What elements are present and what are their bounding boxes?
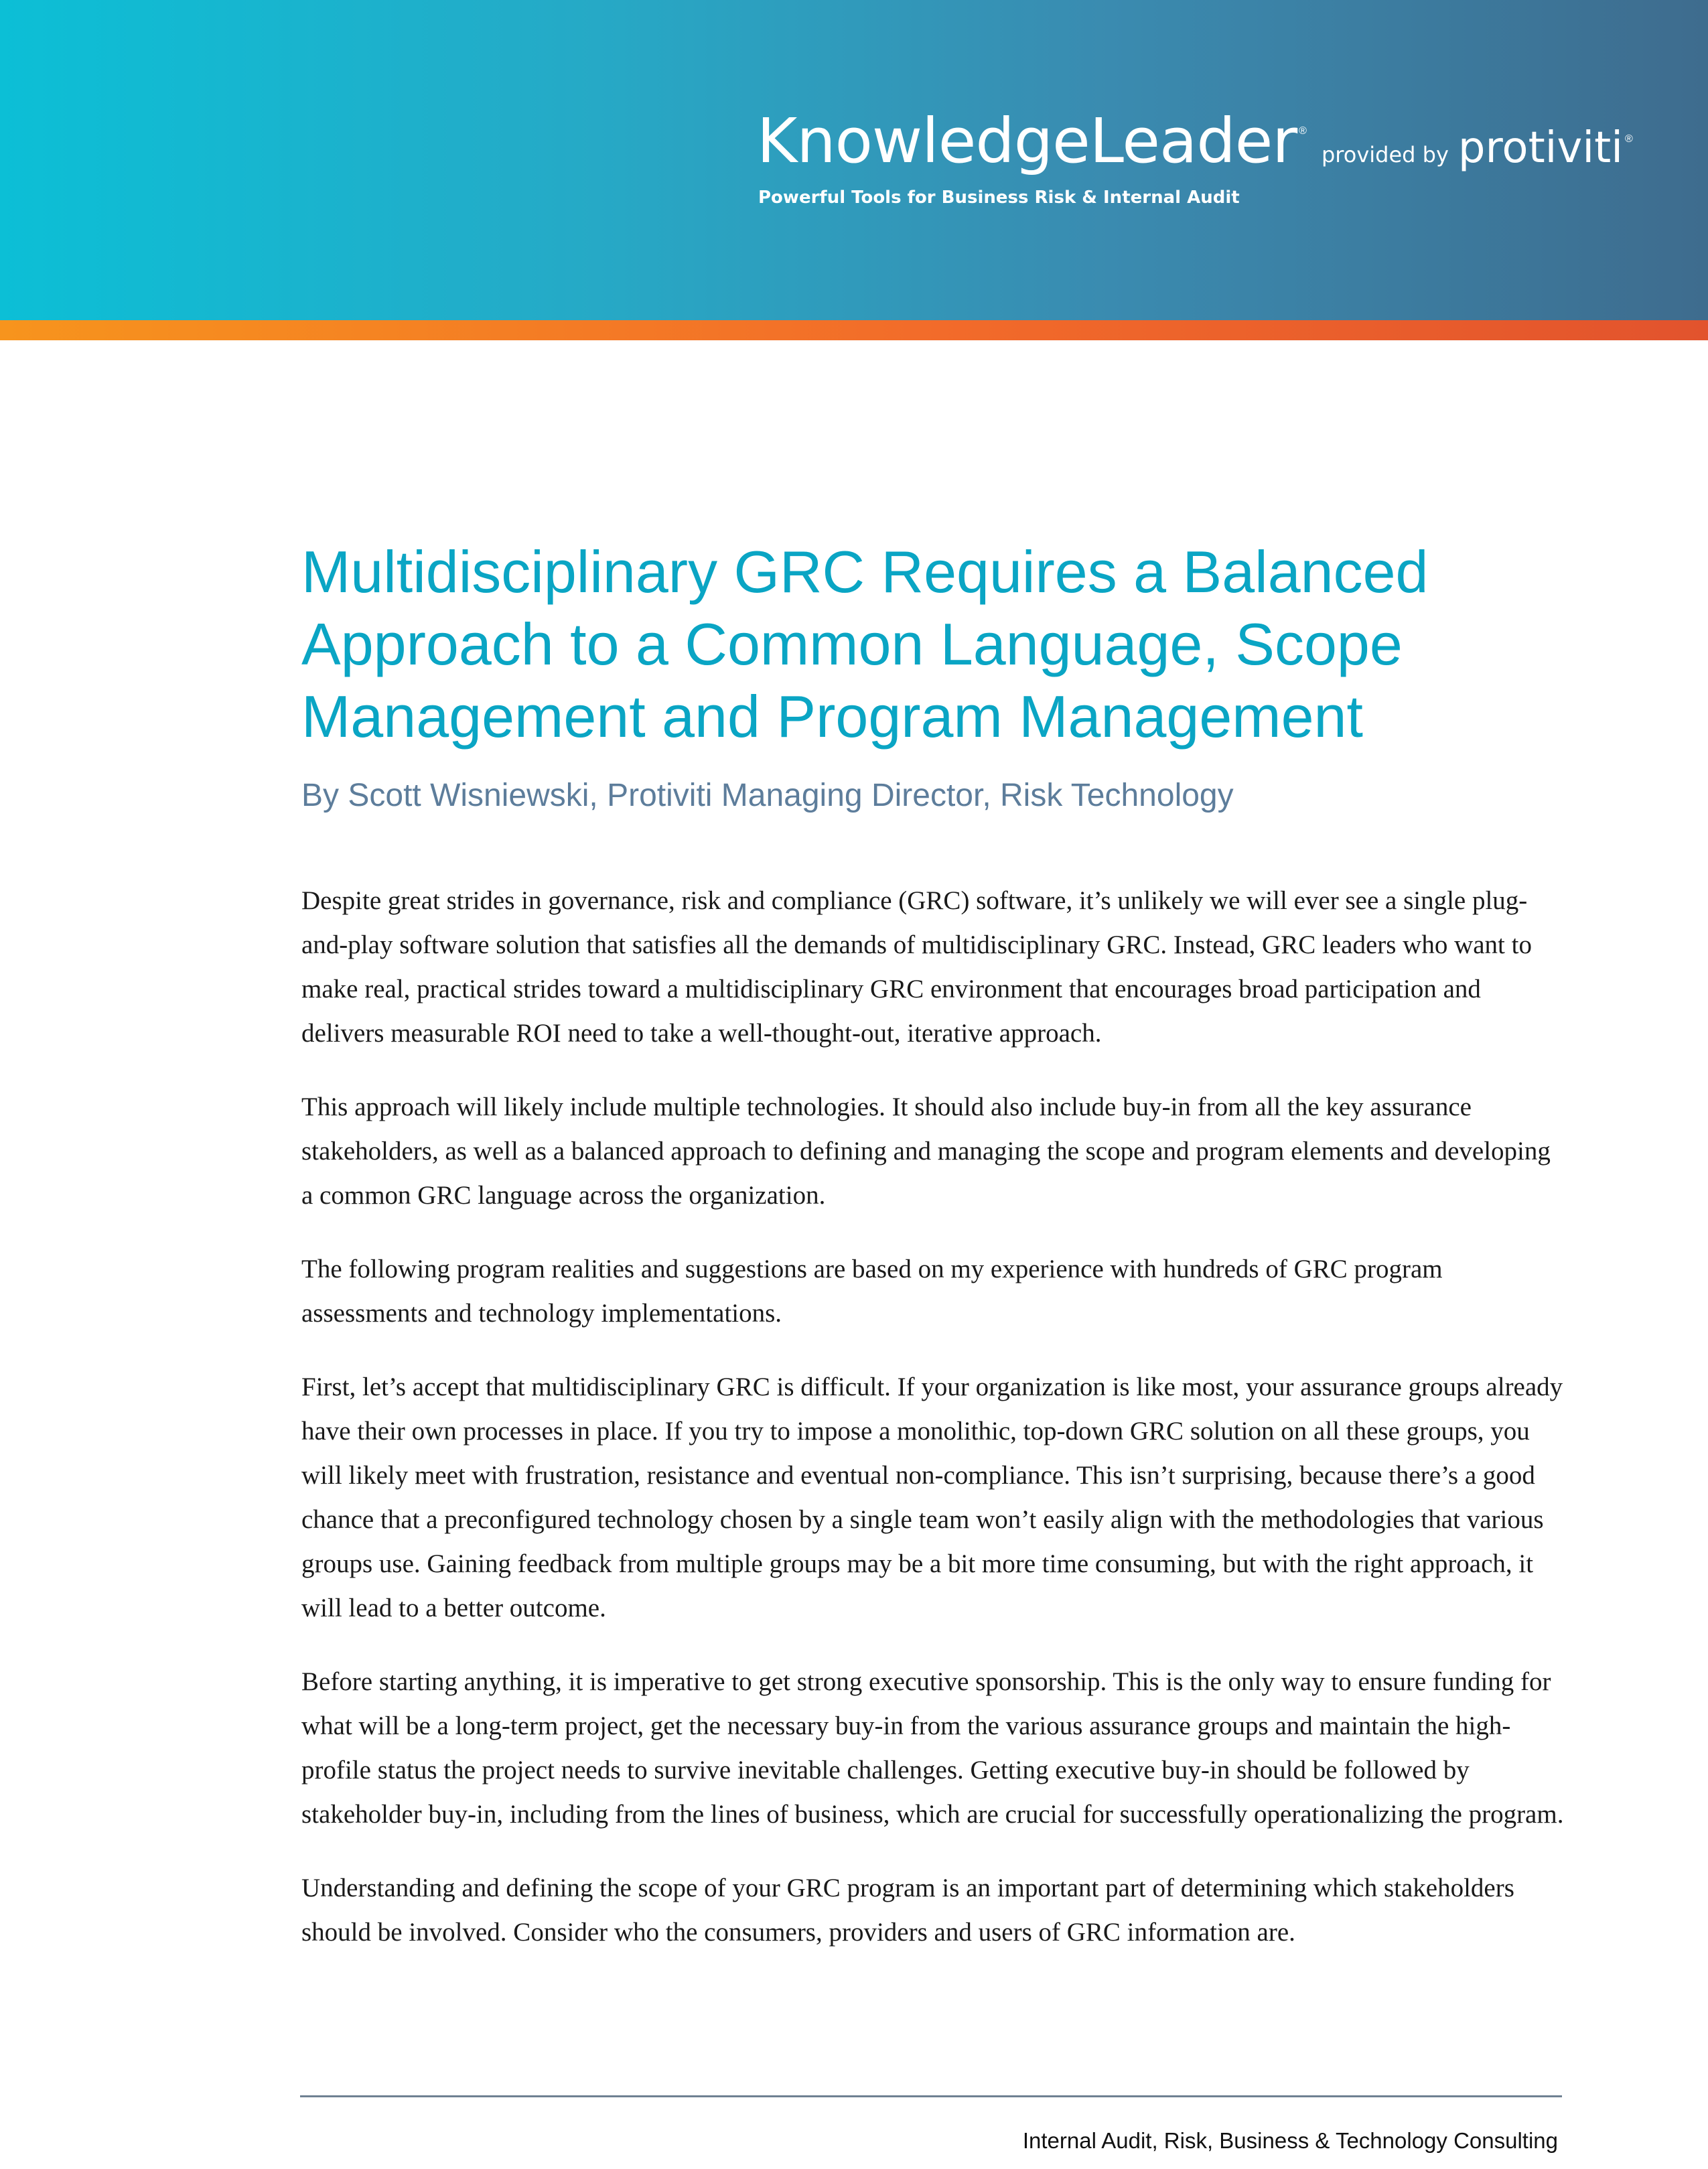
- brand-tagline: Powerful Tools for Business Risk & Internal Audit: [758, 188, 1240, 208]
- brand-logo: [757, 105, 1633, 208]
- partner-name: protiviti: [1457, 123, 1623, 173]
- article-body: [301, 879, 1567, 1984]
- body-paragraph: The following program realities and suggestions are based on my experience with hundreds of GRC program assessments and technology implementations.: [301, 1255, 1443, 1328]
- brand-line: [757, 105, 1633, 177]
- body-paragraph: First, let’s accept that multidisciplinary GRC is difficult. If your organization is like most, your assurance groups already have their own processes in place. If you try to impose a monolithic, top-down GRC solution on all these groups, you will likely meet with frustration, resistance and eventual non-compliance. This isn’t surprising, because there’s a good chance that a preconfigured technology chosen by a single team won’t easily align with the methodologies that various groups use. Gaining feedback from multiple groups may be a bit more time consuming, but with the right approach, it will lead to a better outcome.: [301, 1373, 1563, 1622]
- provided-by-text: provided by: [1321, 142, 1449, 167]
- article-byline: By Scott Wisniewski, Protiviti Managing Director, Risk Technology: [301, 778, 1234, 813]
- header-accent-stripe: [0, 320, 1708, 340]
- body-paragraph: This approach will likely include multiple technologies. It should also include buy-in from all the key assurance stakeholders, as well as a balanced approach to defining and managing the scope and program elements and developing a common GRC language across the organization.: [301, 1093, 1551, 1210]
- partner-registered-mark: ®: [1624, 133, 1633, 145]
- footer-divider: [300, 2095, 1562, 2097]
- body-paragraph: Despite great strides in governance, risk and compliance (GRC) software, it’s unlikely we will ever see a single plug-and-play software solution that satisfies all the demands of multidisciplinary GRC. Instead, GRC leaders who want to make real, practical strides toward a multidisciplinary GRC environment that encourages broad participation and delivers measurable ROI need to take a well-thought-out, iterative approach.: [301, 886, 1532, 1048]
- body-paragraph: Before starting anything, it is imperative to get strong executive sponsorship. This is the only way to ensure funding for what will be a long-term project, get the necessary buy-in from the various assurance groups and maintain the high-profile status the project needs to survive inevitable challenges. Getting executive buy-in should be followed by stakeholder buy-in, including from the lines of business, which are crucial for successfully operationalizing the program.: [301, 1667, 1564, 1829]
- article-title: Multidisciplinary GRC Requires a Balanced Approach to a Common Language, Scope Management and Program Management: [301, 539, 1429, 750]
- footer-text: Internal Audit, Risk, Business & Technology Consulting: [1022, 2128, 1558, 2153]
- brand-registered-mark: ®: [1299, 125, 1307, 137]
- header-banner: [0, 0, 1708, 320]
- body-paragraph: Understanding and defining the scope of your GRC program is an important part of determining which stakeholders should be involved. Consider who the consumers, providers and users of GRC information are.: [301, 1874, 1514, 1947]
- brand-name: KnowledgeLeader: [757, 105, 1297, 177]
